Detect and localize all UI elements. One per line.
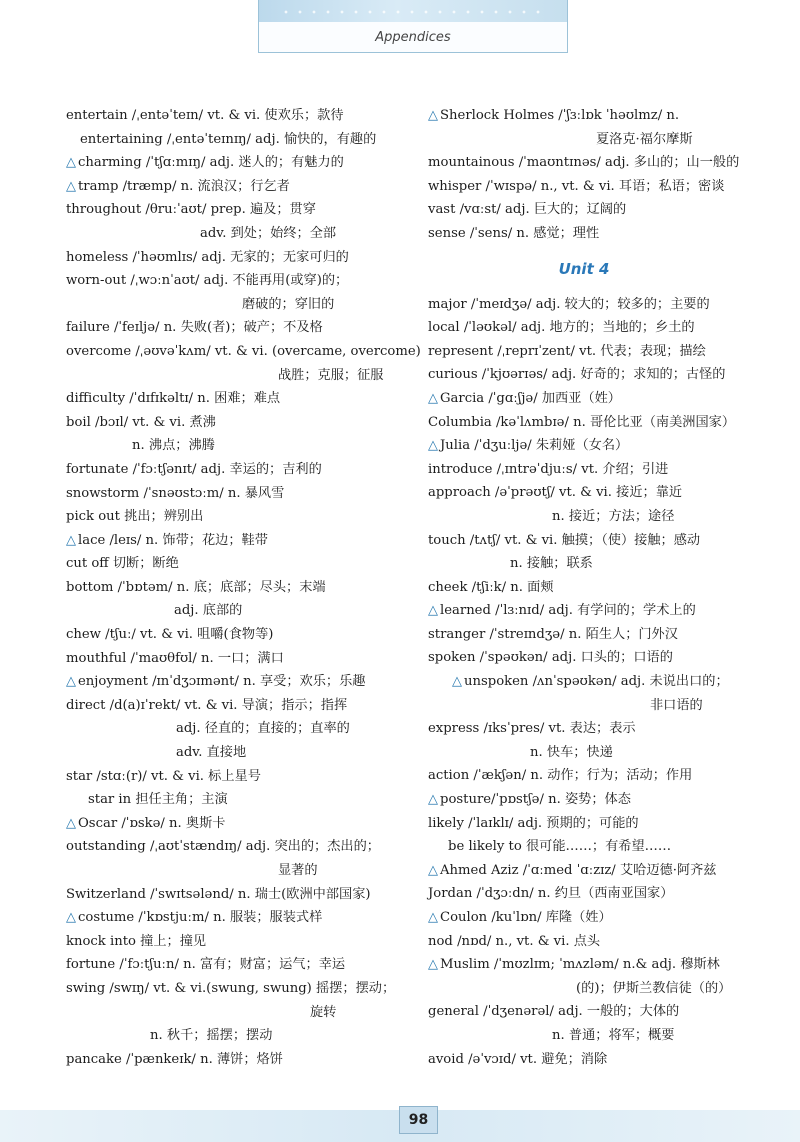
triangle-icon: △	[428, 603, 438, 619]
vocab-entry-text: represent /ˌreprɪˈzent/ vt. 代表；表现；描绘	[428, 343, 706, 359]
vocab-entry	[66, 623, 396, 647]
vocab-entry-text: n. 接触；联系	[510, 556, 593, 572]
vocab-entry-text: vast /vɑːst/ adj. 巨大的；辽阔的	[428, 202, 627, 218]
vocab-entry	[428, 835, 768, 859]
vocab-entry-text: 非口语的	[650, 697, 703, 713]
vocab-entry	[428, 104, 768, 128]
vocab-entry-text: introduce /ˌɪntrəˈdjuːs/ vt. 介绍；引进	[428, 461, 669, 477]
vocab-entry	[428, 529, 768, 553]
triangle-icon: △	[428, 957, 438, 973]
vocab-entry-text: 夏洛克·福尔摩斯	[596, 131, 693, 147]
vocab-entry-text: chew /tʃuː/ vt. & vi. 咀嚼(食物等)	[66, 627, 274, 643]
triangle-icon: △	[66, 178, 76, 194]
vocab-entry	[428, 812, 768, 836]
vocab-entry-text: homeless /ˈhəʊmlɪs/ adj. 无家的；无家可归的	[66, 249, 349, 265]
vocab-entry-text: bottom /ˈbɒtəm/ n. 底；底部；尽头；末端	[66, 579, 326, 595]
vocab-entry	[66, 599, 396, 623]
vocab-entry-text: lace /leɪs/ n. 饰带；花边；鞋带	[78, 532, 268, 548]
vocab-entry-text: Columbia /kəˈlʌmbɪə/ n. 哥伦比亚（南美洲国家）	[428, 414, 736, 430]
triangle-icon: △	[428, 438, 438, 454]
right-column	[428, 104, 768, 1071]
triangle-icon: △	[428, 108, 438, 123]
vocab-entry-text: pick out 挑出；辨别出	[66, 509, 204, 525]
vocab-entry	[428, 340, 768, 364]
vocab-entry-text: n. 普通；将军；概要	[552, 1027, 675, 1043]
page-number: 98	[399, 1106, 438, 1134]
vocab-entry-text: pancake /ˈpænkeɪk/ n. 薄饼；烙饼	[66, 1051, 283, 1067]
vocab-entry	[66, 883, 396, 907]
vocab-entry-text: 磨破的；穿旧的	[242, 296, 335, 312]
vocab-entry	[66, 576, 396, 600]
vocab-entry	[66, 1024, 396, 1048]
vocab-entry	[428, 906, 768, 930]
vocab-entry-text: n. 接近；方法；途径	[552, 508, 675, 524]
vocab-entry	[428, 859, 768, 883]
vocab-entry	[66, 977, 396, 1001]
vocab-entry-text: Ahmed Aziz /ˈɑːmed ˈɑːzɪz/ 艾哈迈德·阿齐兹	[440, 862, 717, 878]
vocab-entry-text: knock into 撞上；撞见	[66, 933, 207, 949]
vocab-entry-text: curious /ˈkjʊərɪəs/ adj. 好奇的；求知的；古怪的	[428, 367, 726, 383]
vocab-entry-text: major /ˈmeɪdʒə/ adj. 较大的；较多的；主要的	[428, 296, 710, 312]
vocab-entry	[66, 1001, 396, 1025]
vocab-entry	[428, 505, 768, 529]
vocab-entry	[428, 953, 768, 977]
vocab-entry	[66, 812, 396, 836]
vocab-entry	[66, 151, 396, 175]
vocab-entry	[66, 552, 396, 576]
vocab-entry	[428, 552, 768, 576]
vocab-entry	[66, 835, 396, 859]
vocab-entry-text: sense /ˈsens/ n. 感觉；理性	[428, 225, 600, 241]
vocab-entry	[428, 717, 768, 741]
vocab-entry	[66, 458, 396, 482]
vocab-entry-text: adj. 底部的	[174, 603, 243, 619]
vocab-entry-text: 旋转	[310, 1004, 337, 1020]
vocab-entry	[66, 246, 396, 270]
vocab-entry-text: learned /ˈlɜːnɪd/ adj. 有学问的；学术上的	[440, 603, 696, 619]
vocab-entry	[428, 1024, 768, 1048]
vocab-entry	[428, 198, 768, 222]
vocab-entry	[66, 364, 396, 388]
vocab-entry	[66, 482, 396, 506]
vocab-entry-text: entertain /ˌentəˈteɪn/ vt. & vi. 使欢乐；款待	[66, 108, 344, 123]
vocab-entry-text: entertaining /ˌentəˈteɪnɪŋ/ adj. 愉快的，有趣的	[80, 131, 377, 147]
vocab-entry	[66, 316, 396, 340]
vocab-entry-text: action /ˈækʃən/ n. 动作；行为；活动；作用	[428, 768, 693, 784]
triangle-icon: △	[66, 674, 76, 690]
vocab-entry	[66, 340, 421, 364]
vocab-entry	[428, 481, 768, 505]
vocab-entry	[428, 175, 768, 199]
vocab-entry	[428, 293, 768, 317]
triangle-icon: △	[66, 155, 76, 171]
vocab-entry-text: Sherlock Holmes /ˈʃɜːlɒk ˈhəʊlmz/ n.	[440, 108, 680, 123]
vocab-entry	[428, 788, 768, 812]
triangle-icon: △	[428, 390, 438, 406]
vocab-entry	[66, 387, 396, 411]
vocab-entry	[428, 646, 768, 670]
triangle-icon: △	[428, 792, 438, 808]
vocab-entry	[66, 269, 396, 293]
page-title: Appendices	[375, 30, 451, 45]
vocab-entry-text: nod /nɒd/ n., vt. & vi. 点头	[428, 933, 601, 949]
vocab-entry	[66, 717, 396, 741]
vocab-entry	[66, 529, 396, 553]
vocab-entry-text: general /ˈdʒenərəl/ adj. 一般的；大体的	[428, 1004, 680, 1020]
vocab-entry	[428, 977, 768, 1001]
vocab-entry	[66, 930, 396, 954]
vocab-entry	[428, 1048, 768, 1072]
vocab-entry-text: fortune /ˈfɔːtʃuːn/ n. 富有；财富；运气；幸运	[66, 957, 346, 973]
vocab-entry	[428, 387, 768, 411]
vocab-entry	[428, 764, 768, 788]
vocab-entry-text: n. 沸点；沸腾	[132, 438, 215, 454]
vocab-entry	[66, 505, 396, 529]
vocab-entry-text: whisper /ˈwɪspə/ n., vt. & vi. 耳语；私语；密谈	[428, 178, 725, 194]
vocab-entry	[66, 765, 396, 789]
unit-heading: Unit 4	[558, 259, 610, 278]
vocab-entry-text: direct /d(a)ɪˈrekt/ vt. & vi. 导演；指示；指挥	[66, 697, 348, 713]
vocab-entry	[428, 930, 768, 954]
vocab-entry-text: boil /bɔɪl/ vt. & vi. 煮沸	[66, 414, 216, 430]
vocab-entry-text: worn-out /ˌwɔːnˈaʊt/ adj. 不能再用(或穿)的；	[66, 273, 349, 289]
vocab-entry-text: adj. 径直的；直接的；直率的	[176, 721, 350, 737]
triangle-icon: △	[66, 815, 76, 831]
vocab-entry-text: difficulty /ˈdɪfɪkəltɪ/ n. 困难；难点	[66, 391, 281, 407]
vocab-entry-text: adv. 直接地	[176, 745, 247, 761]
vocab-entry-text: express /ɪksˈpres/ vt. 表达；表示	[428, 721, 636, 737]
vocab-entry	[428, 741, 768, 765]
vocab-entry-text: Julia /ˈdʒuːljə/ 朱莉娅（女名）	[440, 438, 629, 454]
vocab-entry	[428, 599, 768, 623]
vocab-entry	[66, 647, 396, 671]
left-column	[66, 104, 421, 1071]
vocab-entry-text: likely /ˈlaɪklɪ/ adj. 预期的；可能的	[428, 815, 639, 831]
vocab-entry-text: n. 快车；快递	[530, 744, 613, 760]
vocab-entry	[66, 859, 396, 883]
triangle-icon: △	[66, 532, 76, 548]
vocab-entry-text: overcome /ˌəʊvəˈkʌm/ vt. & vi. (overcame, overcome)	[66, 343, 421, 359]
vocab-entry-text: Muslim /ˈmʊzlɪm; ˈmʌzləm/ n.& adj. 穆斯林	[440, 957, 720, 973]
vocab-entry-text: n. 秋千；摇摆；摆动	[150, 1028, 273, 1044]
vocab-entry	[66, 222, 396, 246]
vocab-entry	[66, 104, 396, 128]
vocab-entry	[428, 151, 768, 175]
right-column-part-2	[428, 293, 768, 1072]
vocab-entry	[66, 694, 396, 718]
vocab-entry-text: swing /swɪŋ/ vt. & vi.(swung, swung) 摇摆；摆动；	[66, 980, 396, 996]
vocab-entry	[66, 953, 396, 977]
vocab-entry	[66, 175, 396, 199]
vocab-entry	[66, 741, 396, 765]
vocab-entry	[66, 670, 396, 694]
header-decoration	[259, 0, 567, 22]
vocab-entry-text: Coulon /kuˈlɒn/ 库隆（姓）	[440, 910, 612, 925]
triangle-icon: △	[428, 910, 438, 925]
vocab-entry	[428, 694, 768, 718]
vocab-entry-text: Oscar /ˈɒskə/ n. 奥斯卡	[78, 815, 226, 831]
vocab-entry	[428, 363, 768, 387]
right-column-part-1	[428, 104, 768, 246]
vocab-entry-text: unspoken /ʌnˈspəʊkən/ adj. 未说出口的；	[464, 674, 729, 690]
vocab-entry-text: failure /ˈfeɪljə/ n. 失败(者)；破产；不及格	[66, 320, 323, 336]
vocab-entry	[66, 411, 396, 435]
vocab-entry-text: approach /əˈprəʊtʃ/ vt. & vi. 接近；靠近	[428, 485, 683, 501]
vocab-entry-text: adv. 到处；始终；全部	[200, 225, 337, 241]
vocab-entry-text: star /stɑː(r)/ vt. & vi. 标上星号	[66, 768, 261, 784]
vocab-entry-text: charming /ˈtʃɑːmɪŋ/ adj. 迷人的；有魅力的	[78, 155, 344, 171]
vocab-entry-text: mountainous /ˈmaʊntɪnəs/ adj. 多山的；山一般的	[428, 155, 740, 171]
vocab-entry-text: be likely to 很可能……；有希望……	[448, 839, 672, 855]
vocab-entry-text: costume /ˈkɒstjuːm/ n. 服装；服装式样	[78, 910, 323, 926]
vocab-entry	[66, 198, 396, 222]
vocab-entry-text: local /ˈləʊkəl/ adj. 地方的；当地的；乡土的	[428, 320, 695, 336]
vocab-entry-text: 战胜；克服；征服	[278, 367, 384, 383]
vocab-entry	[428, 222, 768, 246]
vocab-entry	[66, 128, 396, 152]
vocab-entry	[428, 623, 768, 647]
vocab-entry	[428, 434, 768, 458]
vocab-entry-text: mouthful /ˈmaʊθfʊl/ n. 一口；满口	[66, 650, 284, 666]
triangle-icon: △	[452, 674, 462, 690]
vocab-entry	[428, 458, 768, 482]
vocab-entry-text: throughout /θruːˈaʊt/ prep. 遍及；贯穿	[66, 202, 316, 218]
vocab-entry	[66, 906, 396, 930]
triangle-icon: △	[428, 862, 438, 878]
vocab-entry-text: posture/ˈpɒstʃə/ n. 姿势；体态	[440, 792, 631, 808]
vocab-entry-text: Garcia /ˈgɑːʃjə/ 加西亚（姓）	[440, 390, 621, 406]
vocab-entry	[66, 434, 396, 458]
vocab-entry-text: stranger /ˈstreɪndʒə/ n. 陌生人；门外汉	[428, 626, 678, 642]
vocab-entry-text: avoid /əˈvɔɪd/ vt. 避免；消除	[428, 1051, 608, 1067]
vocab-entry-text: outstanding /ˌaʊtˈstændɪŋ/ adj. 突出的；杰出的；	[66, 839, 380, 855]
vocab-entry-text: snowstorm /ˈsnəʊstɔːm/ n. 暴风雪	[66, 485, 285, 501]
vocab-entry-text: 显著的	[278, 863, 318, 878]
vocab-entry	[428, 1000, 768, 1024]
page-header	[258, 0, 568, 53]
vocab-entry-text: cheek /tʃiːk/ n. 面颊	[428, 579, 554, 595]
vocab-entry	[428, 128, 768, 152]
vocab-entry	[428, 576, 768, 600]
vocab-entry	[428, 670, 768, 694]
vocab-entry-text: (的)；伊斯兰教信徒（的）	[576, 980, 732, 996]
vocab-entry-text: spoken /ˈspəʊkən/ adj. 口头的；口语的	[428, 650, 673, 666]
triangle-icon: △	[66, 910, 76, 926]
vocab-entry	[428, 411, 768, 435]
vocab-entry-text: tramp /træmp/ n. 流浪汉；行乞者	[78, 178, 290, 194]
vocab-entry-text: Switzerland /ˈswɪtsələnd/ n. 瑞士(欧洲中部国家)	[66, 886, 371, 902]
vocab-entry-text: Jordan /ˈdʒɔːdn/ n. 约旦（西南亚国家）	[428, 886, 674, 902]
vocab-entry	[66, 788, 396, 812]
vocab-entry-text: fortunate /ˈfɔːtʃənɪt/ adj. 幸运的；吉利的	[66, 461, 322, 477]
vocab-entry-text: star in 担任主角；主演	[88, 792, 228, 808]
vocab-entry	[66, 293, 396, 317]
vocab-entry	[66, 1048, 396, 1072]
vocab-entry	[428, 316, 768, 340]
vocab-entry	[428, 882, 768, 906]
vocab-entry-text: cut off 切断；断绝	[66, 556, 179, 572]
vocab-entry-text: touch /tʌtʃ/ vt. & vi. 触摸；（使）接触；感动	[428, 532, 701, 548]
vocab-entry-text: enjoyment /ɪnˈdʒɔɪmənt/ n. 享受；欢乐；乐趣	[78, 674, 366, 690]
